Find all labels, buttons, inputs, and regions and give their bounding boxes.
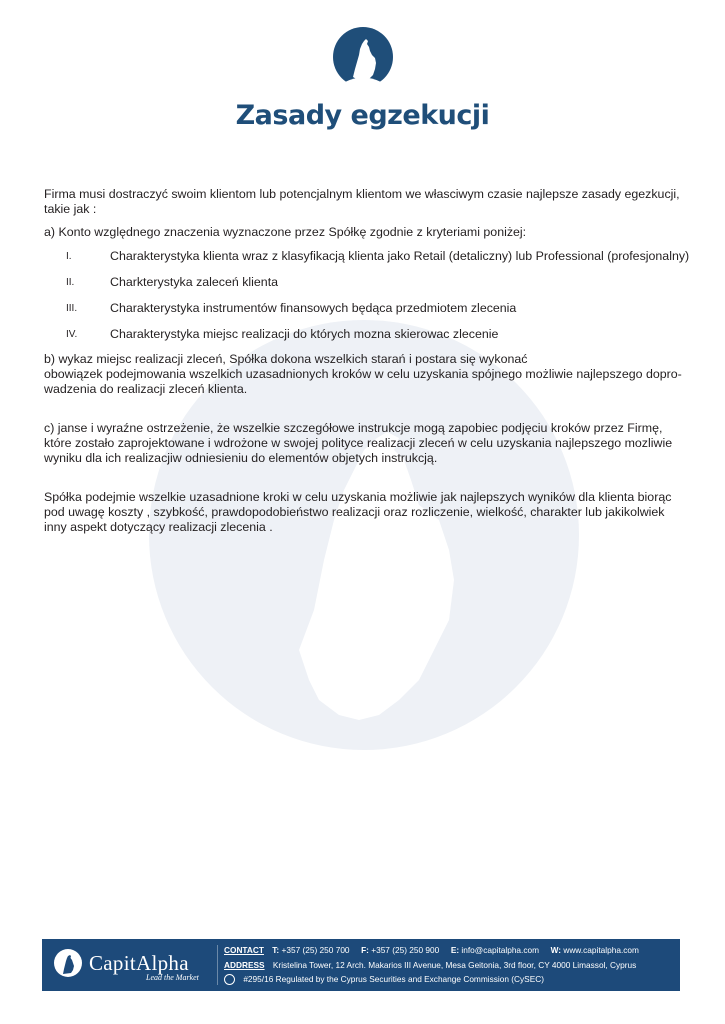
point-b-line: b) wykaz miejsc realizacji zleceń, Spółka dokona wszelkich starań i postara się wykonać xyxy=(44,352,528,366)
point-b xyxy=(44,352,684,396)
point-c xyxy=(44,421,684,465)
point-c-line: które zostało zaprojektowane i wdrożone w swojej polityce realizacji zleceń w celu uzyskania najlepszego mozliwie xyxy=(44,435,673,450)
list-item-number: I. xyxy=(66,251,72,262)
contact-label: CONTACT xyxy=(224,945,264,955)
brand-tagline: Lead the Market xyxy=(146,973,199,982)
intro-paragraph: Firma musi dostraczyć swoim klientom lub potencjalnym klientom we własciwym czasie najlepsze zasady egezkucji, takie jak : xyxy=(44,187,680,216)
closing-line: inny aspekt dotyczący realizacji zlecenia . xyxy=(44,519,273,534)
list-item-number: IV. xyxy=(66,329,78,340)
point-b-line: wadzenia do realizacji zleceń klienta. xyxy=(44,381,248,396)
brand-name: CapitAlpha xyxy=(89,951,189,975)
list-item-text: Charakterystyka miejsc realizacji do których mozna skierowac zlecenie xyxy=(110,327,499,341)
page-title: Zasady egzekucji xyxy=(235,100,490,131)
wolf-howling-logo-icon xyxy=(53,948,83,978)
cysec-seal-icon xyxy=(224,974,235,985)
address-line xyxy=(224,960,636,970)
list-item-number: II. xyxy=(66,277,75,288)
tel-value: +357 (25) 250 700 xyxy=(281,945,350,955)
email-link[interactable]: info@capitalpha.com xyxy=(461,945,540,955)
web-key: W: xyxy=(550,945,562,955)
fax-key: F: xyxy=(361,945,369,955)
fax-value: +357 (25) 250 900 xyxy=(371,945,440,955)
point-c-line: c) janse i wyraźne ostrzeżenie, że wszelkie szczegółowe instrukcje mogą zapobiec podjęciu kroków przez Firmę, xyxy=(44,421,663,435)
point-a: a) Konto względnego znaczenia wyznaczone przez Spółkę zgodnie z kryteriami poniżej: xyxy=(44,225,527,239)
footer-divider xyxy=(217,945,218,985)
email-key: E: xyxy=(450,945,460,955)
wolf-howling-logo-icon xyxy=(333,27,393,87)
contact-line xyxy=(224,945,639,955)
address-label: ADDRESS xyxy=(224,960,265,970)
closing-paragraph xyxy=(44,490,684,534)
web-link[interactable]: www.capitalpha.com xyxy=(563,945,639,955)
address-value: Kristelina Tower, 12 Arch. Makarios III Avenue, Mesa Geitonia, 3rd floor, CY 4000 Limassol, Cyprus xyxy=(272,960,637,970)
footer-bar xyxy=(42,939,680,991)
list-item-text: Charakterystyka instrumentów finansowych będąca przedmiotem zlecenia xyxy=(110,301,517,315)
list-item-text: Charakterystyka klienta wraz z klasyfikacją klienta jako Retail (detaliczny) lub Professional (profesjonalny) xyxy=(110,249,690,263)
regulation-line xyxy=(224,974,544,985)
closing-line: Spółka podejmie wszelkie uzasadnione kroki w celu uzyskania możliwie jak najlepszych wyników dla klienta biorąc xyxy=(44,490,672,504)
closing-line: pod uwagę koszty , szybkość, prawdopodobieństwo realizacji oraz rozliczenie, wielkość, charakter lub jakikolwiek xyxy=(44,504,665,519)
point-b-line: obowiązek podejmowania wszelkich uzasadnionych kroków w celu uzyskania spójnego możliwie najlepszego dopro- xyxy=(44,366,682,381)
list-item-text: Charkterystyka zaleceń klienta xyxy=(110,275,279,289)
tel-key: T: xyxy=(272,945,280,955)
regulation-text: #295/16 Regulated by the Cyprus Securities and Exchange Commission (CySEC) xyxy=(243,974,544,984)
list-item-number: III. xyxy=(66,303,78,314)
point-c-line: wyniku dla ich realizacjiw odniesieniu do elementów objetych instrukcją. xyxy=(44,450,438,465)
